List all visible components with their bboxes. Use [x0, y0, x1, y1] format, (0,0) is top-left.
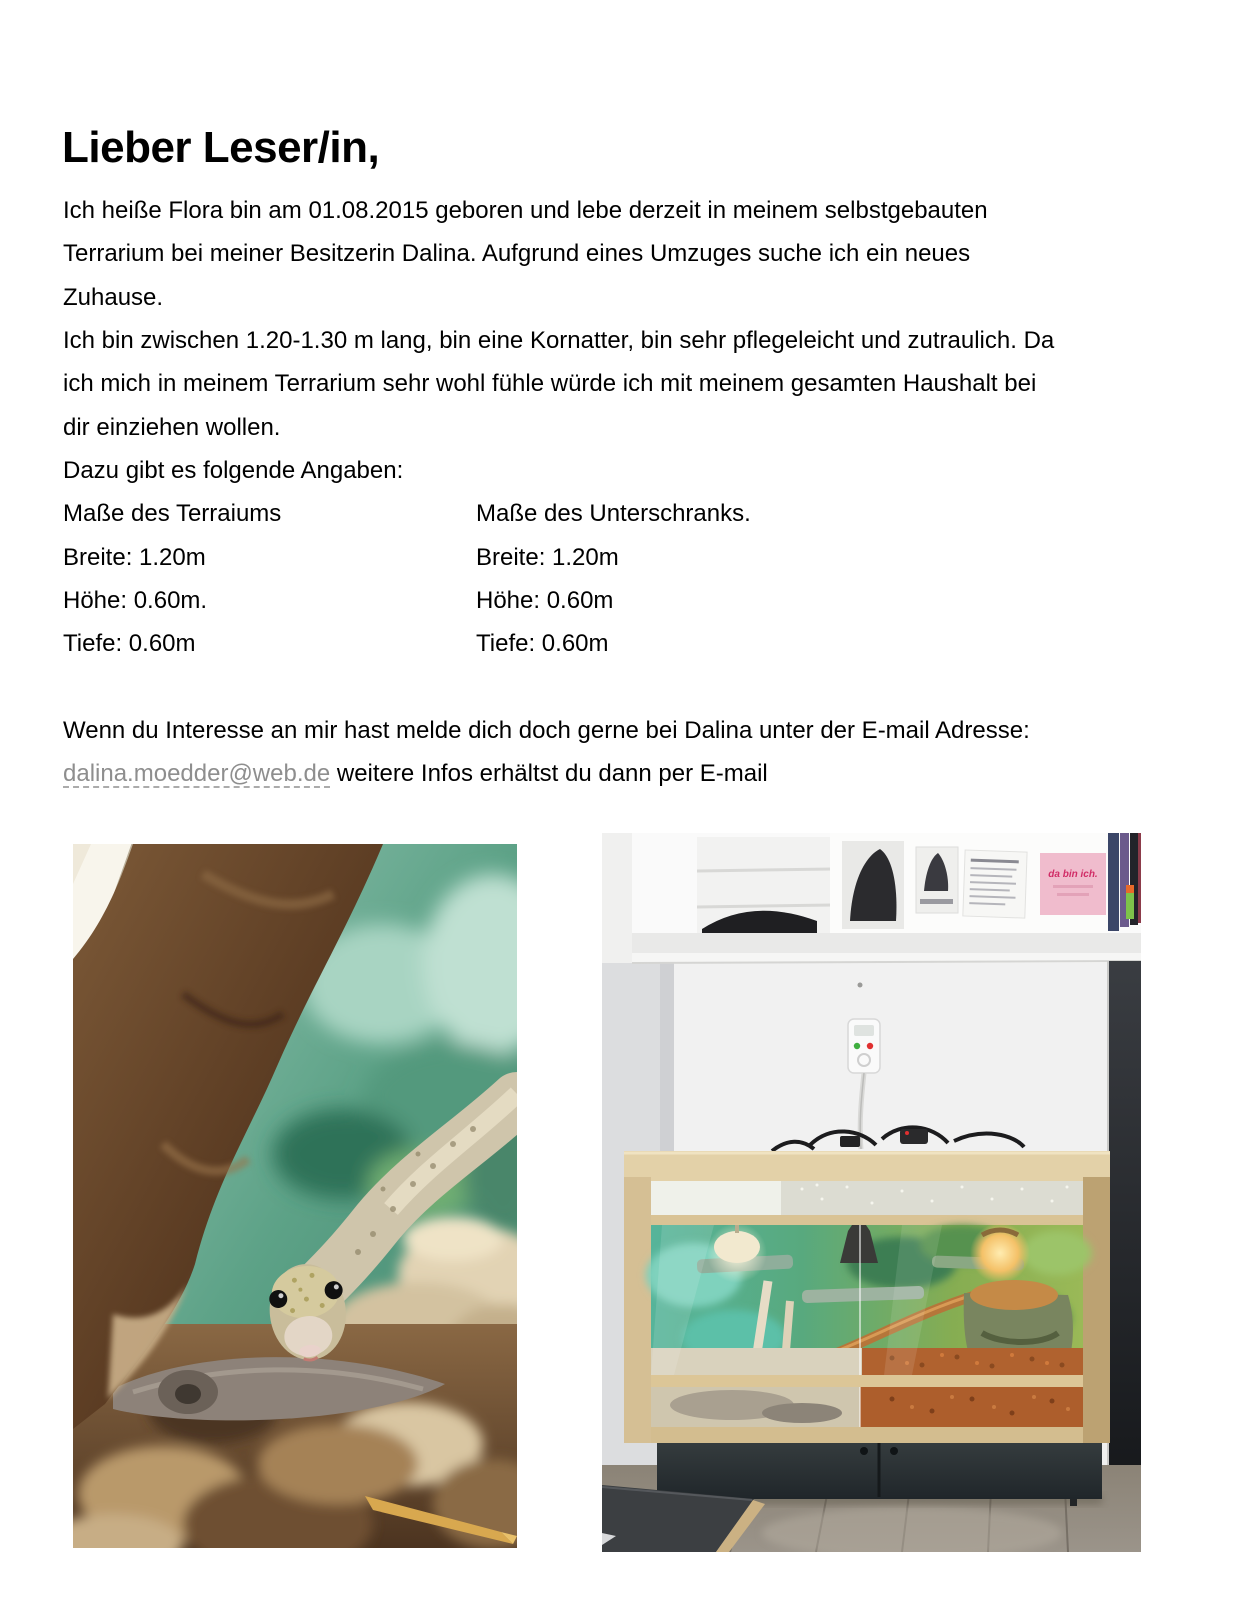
page-title: Lieber Leser/in,	[62, 123, 380, 173]
cabinet-tiefe: Tiefe: 0.60m	[476, 630, 609, 658]
pink-card-text: da bin ich.	[1048, 869, 1098, 880]
contact-line-1: Wenn du Interesse an mir hast melde dich doch gerne bei Dalina unter der E-mail Adresse:	[63, 716, 1030, 744]
specs-heading-row	[63, 492, 1203, 535]
contact-line-2	[63, 752, 1203, 795]
terrarium-hoehe: Höhe: 0.60m.	[63, 586, 208, 614]
specs-intro: Dazu gibt es folgende Angaben:	[63, 456, 404, 484]
terrarium-tiefe: Tiefe: 0.60m	[63, 630, 196, 658]
body-line-1: Ich bin zwischen 1.20-1.30 m lang, bin eine Kornatter, bin sehr pflegeleicht und zutraulich. Da	[63, 326, 1055, 354]
specs-tiefe-row	[63, 622, 1203, 665]
specs-hoehe-row	[63, 579, 1203, 622]
contact-after-email: weitere Infos erhältst du dann per E-mail	[330, 760, 768, 788]
intro-line-1: Ich heiße Flora bin am 01.08.2015 geboren und lebe derzeit in meinem selbstgebauten	[63, 197, 988, 224]
cabinet-breite: Breite: 1.20m	[476, 543, 619, 571]
blank-line	[63, 666, 1203, 709]
body-line-3: dir einziehen wollen.	[63, 413, 281, 441]
body-line-2: ich mich in meinem Terrarium sehr wohl fühle würde ich mit meinem gesamten Haushalt bei	[63, 370, 1037, 398]
terrarium-specs-heading: Maße des Terraiums	[63, 500, 282, 528]
specs-breite-row	[63, 536, 1203, 579]
cabinet-specs-heading: Maße des Unterschranks.	[476, 500, 751, 528]
intro-line-2: Terrarium bei meiner Besitzerin Dalina. Aufgrund eines Umzuges suche ich ein neues	[63, 240, 971, 268]
snake-photo	[73, 844, 517, 1548]
email-link[interactable]: dalina.moedder@web.de	[63, 760, 331, 788]
cabinet-hoehe: Höhe: 0.60m	[476, 586, 614, 614]
document-body	[63, 189, 1203, 796]
intro-line-3: Zuhause.	[63, 283, 164, 311]
terrarium-breite: Breite: 1.20m	[63, 543, 206, 571]
terrarium-photo-illustration	[602, 833, 1141, 1552]
snake-photo-illustration	[73, 844, 517, 1548]
terrarium-photo	[602, 833, 1141, 1552]
